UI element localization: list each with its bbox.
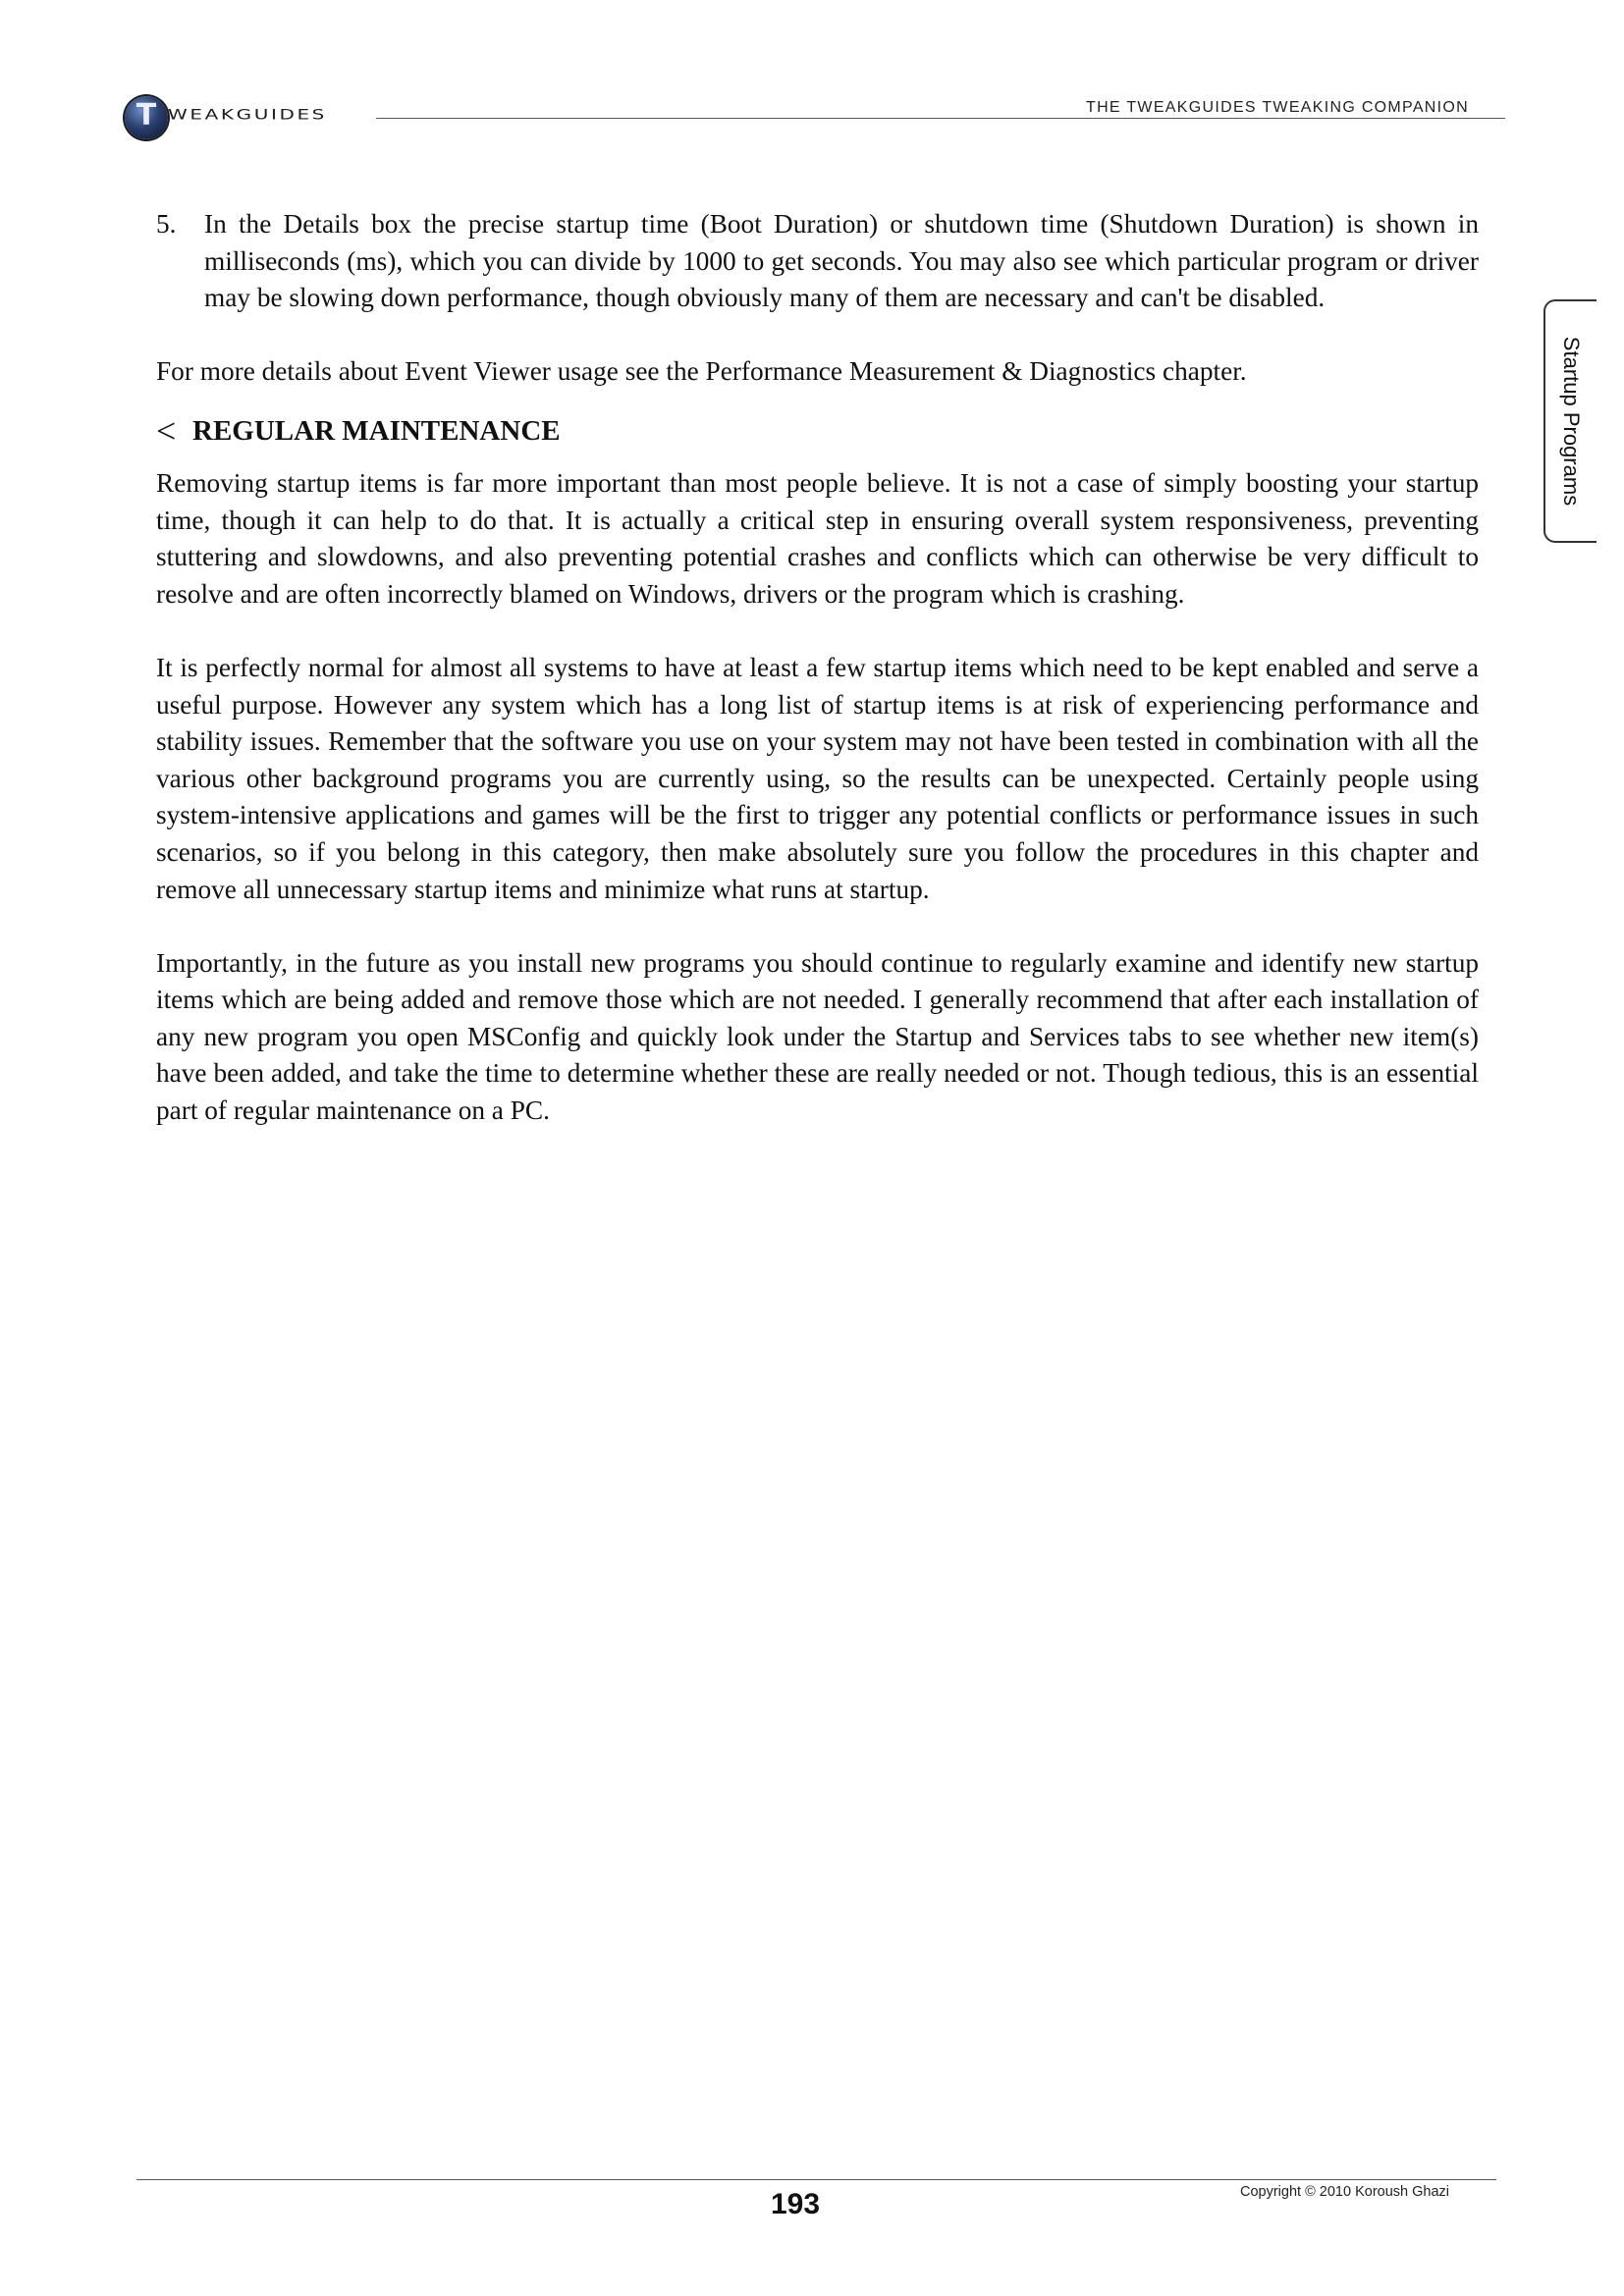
section-title: REGULAR MAINTENANCE xyxy=(192,414,561,447)
logo-wordmark: WEAKGUIDES xyxy=(168,106,327,124)
paragraph-gap xyxy=(156,908,1479,945)
header-divider xyxy=(376,118,1505,119)
section-heading xyxy=(156,412,1479,450)
logo-initial: T xyxy=(135,98,157,133)
body-paragraph-1: Removing startup items is far more important than most people believe. It is not a case of simply boosting your startup time, though it can help to do that. It is actually a critical step in ensuring overall system responsiveness, preventing stuttering and slowdowns, and also preventing potential crashes and conflicts which can otherwise be very difficult to resolve and are often incorrectly blamed on Windows, drivers or the program which is crashing. xyxy=(156,467,1479,609)
body-paragraph-2: It is perfectly normal for almost all systems to have at least a few startup items which need to be kept enabled and serve a useful purpose. However any system which has a long list of startup items is at risk of experiencing performance and stability issues. Remember that the software you use on your system may not have been tested in combination with all the various other background programs you are currently using, so the results can be unexpected. Certainly people using system-intensive applications and games will be the first to trigger any potential conflicts or performance issues in such scenarios, so if you belong in this category, then make absolutely sure you follow the procedures in this chapter and remove all unnecessary startup items and minimize what runs at startup. xyxy=(156,652,1479,904)
numbered-list-item xyxy=(156,206,1479,317)
list-item-number: 5. xyxy=(156,209,177,239)
body-paragraph-3: Importantly, in the future as you install new programs you should continue to regularly examine and identify new startup items which are being added and remove those which are not needed. I generally recommend that after each installation of any new program you open MSConfig and quickly look under the Startup and Services tabs to see whether new item(s) have been added, and take the time to determine whether these are really needed or not. Though tedious, this is an essential part of regular maintenance on a PC. xyxy=(156,947,1479,1126)
paragraph-gap xyxy=(156,613,1479,650)
chapter-side-tab-label: Startup Programs xyxy=(1559,336,1584,507)
tweakguides-logo xyxy=(123,94,368,145)
page-number: 193 xyxy=(771,2188,821,2220)
copyright-notice: Copyright © 2010 Koroush Ghazi xyxy=(1240,2184,1449,2200)
intro-paragraph: For more details about Event Viewer usage see the Performance Measurement & Diagnostics chapter. xyxy=(156,356,1247,387)
list-item-text: In the Details box the precise startup time (Boot Duration) or shutdown time (Shutdown Duration) is shown in milliseconds (ms), which you can divide by 1000 to get seconds. You may also see which particular program or driver may be slowing down performance, though obviously many of them are necessary and can't be disabled. xyxy=(204,209,1479,313)
paragraph-gap xyxy=(156,317,1479,354)
section-arrow-icon: < xyxy=(156,410,177,451)
page-body xyxy=(156,206,1479,1130)
footer-divider xyxy=(136,2179,1496,2180)
running-header-title: THE TWEAKGUIDES TWEAKING COMPANION xyxy=(1086,99,1470,116)
